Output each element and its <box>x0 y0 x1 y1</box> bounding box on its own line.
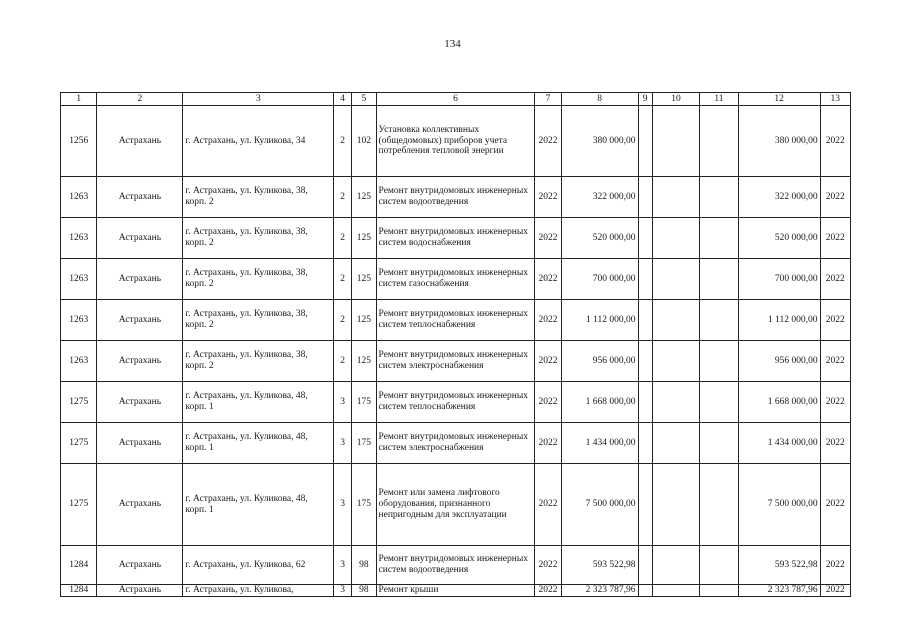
column-header: 8 <box>561 93 638 106</box>
col11-cell <box>700 106 738 177</box>
row-number: 1256 <box>61 106 97 177</box>
column-header: 4 <box>334 93 352 106</box>
address-cell: г. Астрахань, ул. Куликова, <box>183 585 334 597</box>
city-cell: Астрахань <box>97 382 183 423</box>
table-row <box>61 259 851 300</box>
col5-cell: 98 <box>352 546 376 585</box>
work-type-cell: Ремонт крыши <box>376 585 535 597</box>
amount-cell: 7 500 000,00 <box>561 464 638 546</box>
col13-cell: 2022 <box>820 546 850 585</box>
col9-cell <box>638 106 652 177</box>
address-cell: г. Астрахань, ул. Куликова, 38, корп. 2 <box>183 300 334 341</box>
col11-cell <box>700 218 738 259</box>
col10-cell <box>652 546 700 585</box>
col11-cell <box>700 259 738 300</box>
column-number-row <box>61 93 851 106</box>
col9-cell <box>638 546 652 585</box>
total-cell: 1 434 000,00 <box>738 423 820 464</box>
total-cell: 322 000,00 <box>738 177 820 218</box>
address-cell: г. Астрахань, ул. Куликова, 38, корп. 2 <box>183 259 334 300</box>
col13-cell: 2022 <box>820 259 850 300</box>
year-cell: 2022 <box>535 341 561 382</box>
col5-cell: 175 <box>352 464 376 546</box>
year-cell: 2022 <box>535 585 561 597</box>
col11-cell <box>700 464 738 546</box>
col4-cell: 2 <box>334 259 352 300</box>
table-row <box>61 464 851 546</box>
city-cell: Астрахань <box>97 464 183 546</box>
work-type-cell: Ремонт внутридомовых инженерных систем водоотведения <box>376 177 535 218</box>
amount-cell: 322 000,00 <box>561 177 638 218</box>
col13-cell: 2022 <box>820 218 850 259</box>
amount-cell: 700 000,00 <box>561 259 638 300</box>
col9-cell <box>638 218 652 259</box>
page-number: 134 <box>444 38 461 50</box>
column-header: 2 <box>97 93 183 106</box>
table-row <box>61 218 851 259</box>
col4-cell: 3 <box>334 464 352 546</box>
table-row <box>61 546 851 585</box>
city-cell: Астрахань <box>97 177 183 218</box>
row-number: 1284 <box>61 546 97 585</box>
total-cell: 2 323 787,96 <box>738 585 820 597</box>
col13-cell: 2022 <box>820 300 850 341</box>
year-cell: 2022 <box>535 218 561 259</box>
col11-cell <box>700 382 738 423</box>
amount-cell: 2 323 787,96 <box>561 585 638 597</box>
work-type-cell: Ремонт или замена лифтового оборудования, признанного непригодным для эксплуатации <box>376 464 535 546</box>
amount-cell: 956 000,00 <box>561 341 638 382</box>
work-type-cell: Ремонт внутридомовых инженерных систем водоснабжения <box>376 218 535 259</box>
col13-cell: 2022 <box>820 382 850 423</box>
table-row <box>61 177 851 218</box>
work-type-cell: Ремонт внутридомовых инженерных систем электроснабжения <box>376 341 535 382</box>
col9-cell <box>638 300 652 341</box>
amount-cell: 1 668 000,00 <box>561 382 638 423</box>
col10-cell <box>652 382 700 423</box>
column-header: 11 <box>700 93 738 106</box>
col4-cell: 2 <box>334 218 352 259</box>
col9-cell <box>638 259 652 300</box>
address-cell: г. Астрахань, ул. Куликова, 48, корп. 1 <box>183 382 334 423</box>
col10-cell <box>652 423 700 464</box>
col5-cell: 125 <box>352 218 376 259</box>
col9-cell <box>638 464 652 546</box>
amount-cell: 1 112 000,00 <box>561 300 638 341</box>
city-cell: Астрахань <box>97 423 183 464</box>
column-header: 6 <box>376 93 535 106</box>
table-row <box>61 382 851 423</box>
city-cell: Астрахань <box>97 259 183 300</box>
col10-cell <box>652 106 700 177</box>
address-cell: г. Астрахань, ул. Куликова, 38, корп. 2 <box>183 177 334 218</box>
col10-cell <box>652 464 700 546</box>
work-type-cell: Установка коллективных (общедомовых) приборов учета потребления тепловой энергии <box>376 106 535 177</box>
table-row <box>61 300 851 341</box>
col5-cell: 175 <box>352 382 376 423</box>
table-row <box>61 585 851 597</box>
row-number: 1284 <box>61 585 97 597</box>
table-row <box>61 341 851 382</box>
work-type-cell: Ремонт внутридомовых инженерных систем теплоснабжения <box>376 300 535 341</box>
col10-cell <box>652 300 700 341</box>
col5-cell: 125 <box>352 259 376 300</box>
year-cell: 2022 <box>535 177 561 218</box>
col4-cell: 3 <box>334 585 352 597</box>
col11-cell <box>700 585 738 597</box>
column-header: 12 <box>738 93 820 106</box>
city-cell: Астрахань <box>97 546 183 585</box>
row-number: 1275 <box>61 464 97 546</box>
table-row <box>61 423 851 464</box>
year-cell: 2022 <box>535 259 561 300</box>
col4-cell: 2 <box>334 106 352 177</box>
col11-cell <box>700 341 738 382</box>
col9-cell <box>638 177 652 218</box>
col5-cell: 175 <box>352 423 376 464</box>
work-type-cell: Ремонт внутридомовых инженерных систем газоснабжения <box>376 259 535 300</box>
col4-cell: 3 <box>334 423 352 464</box>
row-number: 1263 <box>61 218 97 259</box>
address-cell: г. Астрахань, ул. Куликова, 38, корп. 2 <box>183 341 334 382</box>
city-cell: Астрахань <box>97 341 183 382</box>
col11-cell <box>700 546 738 585</box>
work-type-cell: Ремонт внутридомовых инженерных систем водоотведения <box>376 546 535 585</box>
col4-cell: 2 <box>334 300 352 341</box>
year-cell: 2022 <box>535 382 561 423</box>
amount-cell: 593 522,98 <box>561 546 638 585</box>
address-cell: г. Астрахань, ул. Куликова, 48, корп. 1 <box>183 464 334 546</box>
total-cell: 956 000,00 <box>738 341 820 382</box>
column-header: 7 <box>535 93 561 106</box>
total-cell: 380 000,00 <box>738 106 820 177</box>
col4-cell: 2 <box>334 341 352 382</box>
year-cell: 2022 <box>535 300 561 341</box>
city-cell: Астрахань <box>97 585 183 597</box>
col9-cell <box>638 341 652 382</box>
table-row <box>61 106 851 177</box>
col10-cell <box>652 259 700 300</box>
year-cell: 2022 <box>535 464 561 546</box>
row-number: 1263 <box>61 300 97 341</box>
address-cell: г. Астрахань, ул. Куликова, 62 <box>183 546 334 585</box>
year-cell: 2022 <box>535 546 561 585</box>
total-cell: 1 668 000,00 <box>738 382 820 423</box>
row-number: 1263 <box>61 177 97 218</box>
row-number: 1275 <box>61 382 97 423</box>
col13-cell: 2022 <box>820 423 850 464</box>
amount-cell: 1 434 000,00 <box>561 423 638 464</box>
col10-cell <box>652 177 700 218</box>
year-cell: 2022 <box>535 106 561 177</box>
column-header: 3 <box>183 93 334 106</box>
col11-cell <box>700 177 738 218</box>
col13-cell: 2022 <box>820 106 850 177</box>
work-type-cell: Ремонт внутридомовых инженерных систем теплоснабжения <box>376 382 535 423</box>
total-cell: 700 000,00 <box>738 259 820 300</box>
city-cell: Астрахань <box>97 218 183 259</box>
col10-cell <box>652 218 700 259</box>
col5-cell: 125 <box>352 177 376 218</box>
row-number: 1263 <box>61 341 97 382</box>
col5-cell: 125 <box>352 341 376 382</box>
capital-repair-table <box>60 92 851 597</box>
year-cell: 2022 <box>535 423 561 464</box>
col5-cell: 102 <box>352 106 376 177</box>
address-cell: г. Астрахань, ул. Куликова, 48, корп. 1 <box>183 423 334 464</box>
column-header: 9 <box>638 93 652 106</box>
col9-cell <box>638 423 652 464</box>
total-cell: 520 000,00 <box>738 218 820 259</box>
city-cell: Астрахань <box>97 300 183 341</box>
column-header: 5 <box>352 93 376 106</box>
col11-cell <box>700 423 738 464</box>
address-cell: г. Астрахань, ул. Куликова, 38, корп. 2 <box>183 218 334 259</box>
row-number: 1275 <box>61 423 97 464</box>
col5-cell: 98 <box>352 585 376 597</box>
work-type-cell: Ремонт внутридомовых инженерных систем электроснабжения <box>376 423 535 464</box>
address-cell: г. Астрахань, ул. Куликова, 34 <box>183 106 334 177</box>
column-header: 1 <box>61 93 97 106</box>
amount-cell: 520 000,00 <box>561 218 638 259</box>
col9-cell <box>638 382 652 423</box>
total-cell: 1 112 000,00 <box>738 300 820 341</box>
column-header: 10 <box>652 93 700 106</box>
col4-cell: 3 <box>334 382 352 423</box>
col13-cell: 2022 <box>820 177 850 218</box>
amount-cell: 380 000,00 <box>561 106 638 177</box>
total-cell: 7 500 000,00 <box>738 464 820 546</box>
col13-cell: 2022 <box>820 341 850 382</box>
column-header: 13 <box>820 93 850 106</box>
total-cell: 593 522,98 <box>738 546 820 585</box>
city-cell: Астрахань <box>97 106 183 177</box>
col10-cell <box>652 341 700 382</box>
row-number: 1263 <box>61 259 97 300</box>
col13-cell: 2022 <box>820 585 850 597</box>
col13-cell: 2022 <box>820 464 850 546</box>
col4-cell: 2 <box>334 177 352 218</box>
col9-cell <box>638 585 652 597</box>
col11-cell <box>700 300 738 341</box>
col10-cell <box>652 585 700 597</box>
col4-cell: 3 <box>334 546 352 585</box>
col5-cell: 125 <box>352 300 376 341</box>
